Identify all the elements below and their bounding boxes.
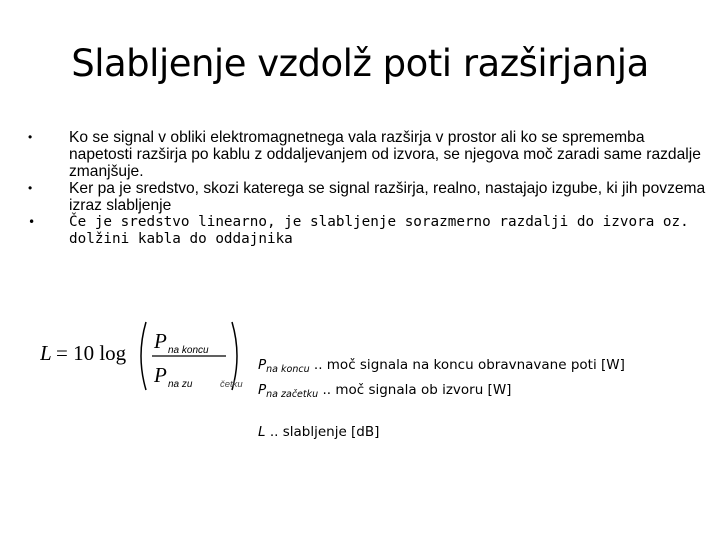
bullet-marker: • [28, 181, 33, 195]
formula-eq: = 10 log [56, 341, 127, 365]
slide-title: Slabljenje vzdolž poti razširjanja [71, 42, 649, 85]
legend-row [258, 380, 625, 405]
legend-description: .. moč signala na koncu obravnavane poti [W] [313, 357, 625, 373]
bullet-item [27, 214, 707, 248]
formula-graphic [40, 320, 270, 392]
formula-denominator: P [154, 363, 167, 387]
left-paren [141, 322, 146, 390]
attenuation-formula [40, 320, 270, 392]
formula-lhs: L [40, 341, 52, 365]
legend-subscript: na začetku [266, 389, 319, 400]
bullet-item [27, 180, 707, 214]
legend-row [258, 422, 625, 447]
formula-numerator-sub: na koncu [168, 345, 209, 356]
symbol-legend [258, 355, 625, 447]
legend-symbol: L [258, 424, 266, 440]
legend-symbol: P [258, 382, 267, 398]
bullet-marker: • [28, 215, 36, 229]
bullet-text: Ko se signal v obliki elektromagnetnega vala razširja v prostor ali ko se sprememba napetosti razširja po kablu z oddaljevanjem od izvora, se njegova moč zaradi same razdalje zmanjšuje. [69, 129, 701, 180]
bullet-list [27, 129, 707, 248]
legend-row [258, 355, 625, 380]
legend-symbol: P [258, 357, 267, 373]
bullet-marker: • [28, 130, 33, 144]
legend-description: .. moč signala ob izvoru [W] [322, 382, 512, 398]
formula-denominator-sub: na zu [168, 379, 193, 390]
formula-overflow-sub: četku [220, 379, 243, 390]
bullet-text: Če je sredstvo linearno, je slabljenje sorazmerno razdalji do izvora oz. dolžini kabla do oddajnika [69, 214, 689, 247]
bullet-text: Ker pa je sredstvo, skozi katerega se signal razširja, realno, nastajajo izgube, ki jih povzema izraz slabljenje [69, 180, 706, 214]
legend-subscript: na koncu [266, 364, 310, 375]
bullet-item [27, 129, 707, 180]
legend-spacer [258, 405, 625, 422]
legend-description: .. slabljenje [dB] [269, 424, 380, 440]
formula-numerator: P [154, 329, 167, 353]
